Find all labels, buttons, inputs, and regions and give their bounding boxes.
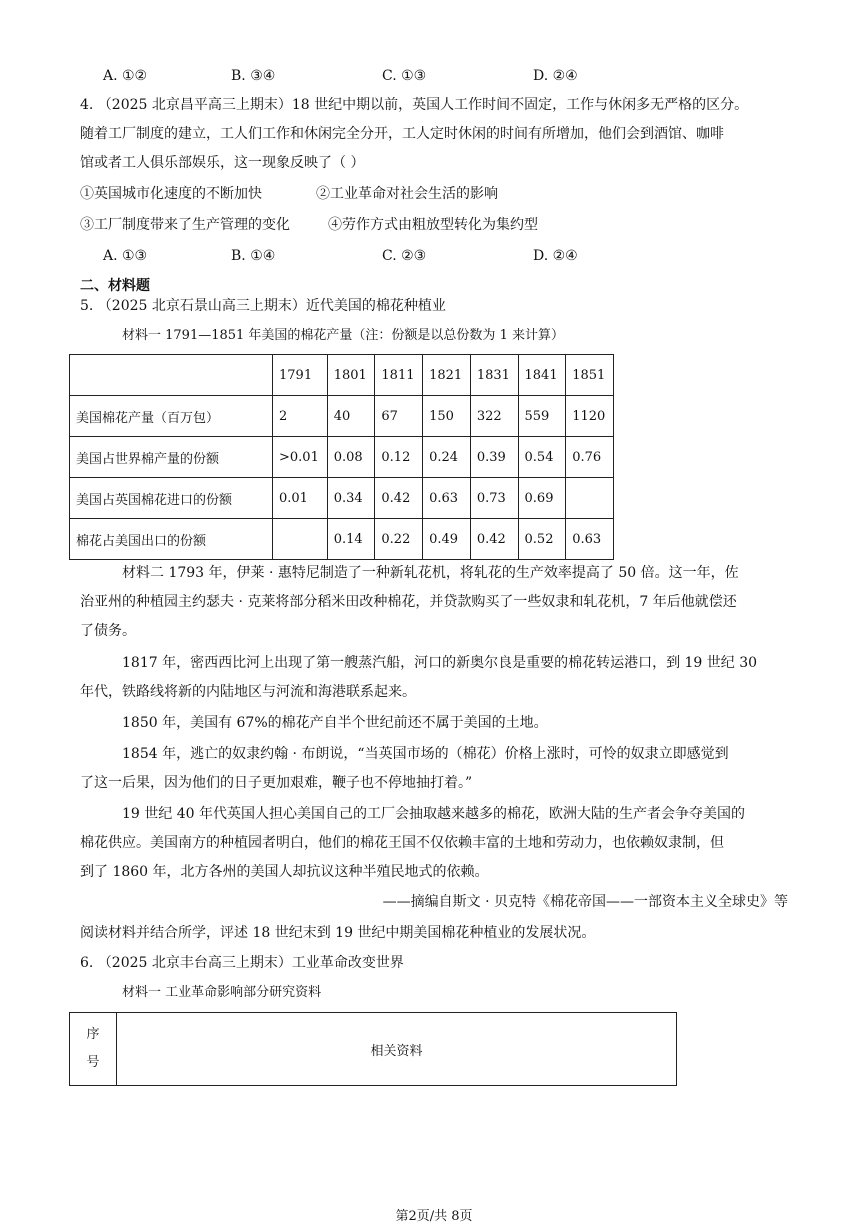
table-cell: 0.54 <box>518 437 566 478</box>
q3-option-b: B. ③④ <box>231 68 276 84</box>
table-row <box>70 478 614 519</box>
q4-choice-2: ②工业革命对社会生活的影响 <box>316 186 498 202</box>
table-cell: 0.52 <box>518 519 566 560</box>
sequence-header-char-1: 序 <box>86 1027 100 1042</box>
table-cell: 67 <box>375 396 423 437</box>
industrial-revolution-table <box>69 1012 677 1086</box>
table-cell: 0.34 <box>327 478 375 519</box>
year-header: 1821 <box>423 355 471 396</box>
year-header: 1841 <box>518 355 566 396</box>
q5-material-2-line-1: 材料二 1793 年，伊莱 · 惠特尼制造了一种新轧花机，将轧花的生产效率提高了 50 倍。这一年，佐 <box>122 565 739 581</box>
q4-choice-3: ③工厂制度带来了生产管理的变化 <box>80 217 290 233</box>
q5-paragraph-1850: 1850 年，美国有 67%的棉花产自半个世纪前还不属于美国的土地。 <box>122 715 548 731</box>
q5-paragraph-1840s-line-1: 19 世纪 40 年代英国人担心美国自己的工厂会抽取越来越多的棉花，欧洲大陆的生产者会争夺美国的 <box>122 806 745 822</box>
table-cell: 0.08 <box>327 437 375 478</box>
table-cell: >0.01 <box>273 437 328 478</box>
year-header: 1791 <box>273 355 328 396</box>
table-cell: 0.24 <box>423 437 471 478</box>
year-header: 1801 <box>327 355 375 396</box>
q4-stem-line-2: 随着工厂制度的建立，工人们工作和休闲完全分开，工人定时休闲的时间有所增加，他们会到酒馆、咖啡 <box>80 126 724 142</box>
table-cell: 2 <box>273 396 328 437</box>
year-header: 1811 <box>375 355 423 396</box>
q3-option-a: A. ①② <box>103 68 148 84</box>
table-cell: 40 <box>327 396 375 437</box>
row-label: 美国棉花产量（百万包） <box>70 396 273 437</box>
q4-option-d: D. ②④ <box>533 248 578 264</box>
table-cell: 559 <box>518 396 566 437</box>
table-row <box>70 396 614 437</box>
year-header: 1831 <box>470 355 518 396</box>
table-row <box>70 437 614 478</box>
table-cell: 0.73 <box>470 478 518 519</box>
table-row <box>70 519 614 560</box>
q5-material-1-caption: 材料一 1791—1851 年美国的棉花产量（注：份额是以总份数为 1 来计算） <box>122 328 564 343</box>
table-cell: 0.49 <box>423 519 471 560</box>
row-label: 美国占英国棉花进口的份额 <box>70 478 273 519</box>
q5-question: 阅读材料并结合所学，评述 18 世纪末到 19 世纪中期美国棉花种植业的发展状况。 <box>80 925 596 941</box>
q5-paragraph-1817-line-1: 1817 年，密西西比河上出现了第一艘蒸汽船，河口的新奥尔良是重要的棉花转运港口，到 19 世纪 30 <box>122 655 758 671</box>
table-corner-cell <box>70 355 273 396</box>
section-title: 二、材料题 <box>80 278 150 294</box>
q3-option-d: D. ②④ <box>533 68 578 84</box>
table-cell: 0.63 <box>566 519 614 560</box>
row-label: 棉花占美国出口的份额 <box>70 519 273 560</box>
q4-stem-line-1: 4. （2025 北京昌平高三上期末）18 世纪中期以前，英国人工作时间不固定，工作与休闲多无严格的区分。 <box>80 97 749 113</box>
q4-choice-1: ①英国城市化速度的不断加快 <box>80 186 262 202</box>
table-cell: 0.12 <box>375 437 423 478</box>
table-cell <box>273 519 328 560</box>
table-header-row <box>70 1013 677 1086</box>
q4-option-c: C. ②③ <box>382 248 427 264</box>
page-footer: 第2页/共 8页 <box>395 1209 473 1224</box>
table-cell: 0.42 <box>470 519 518 560</box>
table-cell: 0.42 <box>375 478 423 519</box>
q3-option-c: C. ①③ <box>382 68 427 84</box>
q5-paragraph-1854-line-2: 了这一后果，因为他们的日子更加艰难，鞭子也不停地抽打着。” <box>80 775 473 791</box>
q5-title: 5. （2025 北京石景山高三上期末）近代美国的棉花种植业 <box>80 298 446 314</box>
table-cell: 0.39 <box>470 437 518 478</box>
table-cell: 0.14 <box>327 519 375 560</box>
table-cell: 0.76 <box>566 437 614 478</box>
table-cell: 0.63 <box>423 478 471 519</box>
q4-choice-4: ④劳作方式由粗放型转化为集约型 <box>328 217 538 233</box>
q5-source-citation: ——摘编自斯文 · 贝克特《棉花帝国——一部资本主义全球史》等 <box>382 894 788 910</box>
row-label: 美国占世界棉产量的份额 <box>70 437 273 478</box>
sequence-header <box>70 1013 117 1086</box>
table-header-row <box>70 355 614 396</box>
table-cell: 0.69 <box>518 478 566 519</box>
q4-option-a: A. ①③ <box>103 248 148 264</box>
q6-material-1-caption: 材料一 工业革命影响部分研究资料 <box>122 985 322 1000</box>
q5-paragraph-1854-line-1: 1854 年，逃亡的奴隶约翰 · 布朗说，“当英国市场的（棉花）价格上涨时，可怜的奴隶立即感觉到 <box>122 746 729 762</box>
table-cell: 150 <box>423 396 471 437</box>
q5-material-2-line-3: 了债务。 <box>80 623 136 639</box>
q5-paragraph-1817-line-2: 年代，铁路线将新的内陆地区与河流和海港联系起来。 <box>80 684 416 700</box>
table-cell: 0.22 <box>375 519 423 560</box>
table-cell: 322 <box>470 396 518 437</box>
q5-paragraph-1840s-line-3: 到了 1860 年，北方各州的美国人却抗议这种半殖民地式的依赖。 <box>80 864 489 880</box>
table-cell: 0.01 <box>273 478 328 519</box>
table-cell <box>566 478 614 519</box>
q4-stem-line-3: 馆或者工人俱乐部娱乐，这一现象反映了（ ） <box>80 155 365 171</box>
q5-paragraph-1840s-line-2: 棉花供应。美国南方的种植园者明白，他们的棉花王国不仅依赖丰富的土地和劳动力，也依赖奴隶制，但 <box>80 835 724 851</box>
cotton-production-table <box>69 354 614 560</box>
sequence-header-char-2: 号 <box>86 1055 100 1070</box>
related-material-header: 相关资料 <box>117 1013 677 1086</box>
year-header: 1851 <box>566 355 614 396</box>
q4-option-b: B. ①④ <box>231 248 276 264</box>
table-cell: 1120 <box>566 396 614 437</box>
q6-title: 6. （2025 北京丰台高三上期末）工业革命改变世界 <box>80 955 404 971</box>
q5-material-2-line-2: 治亚州的种植园主约瑟夫 · 克莱将部分稻米田改种棉花，并贷款购买了一些奴隶和轧花机，7 年后他就偿还 <box>80 594 737 610</box>
